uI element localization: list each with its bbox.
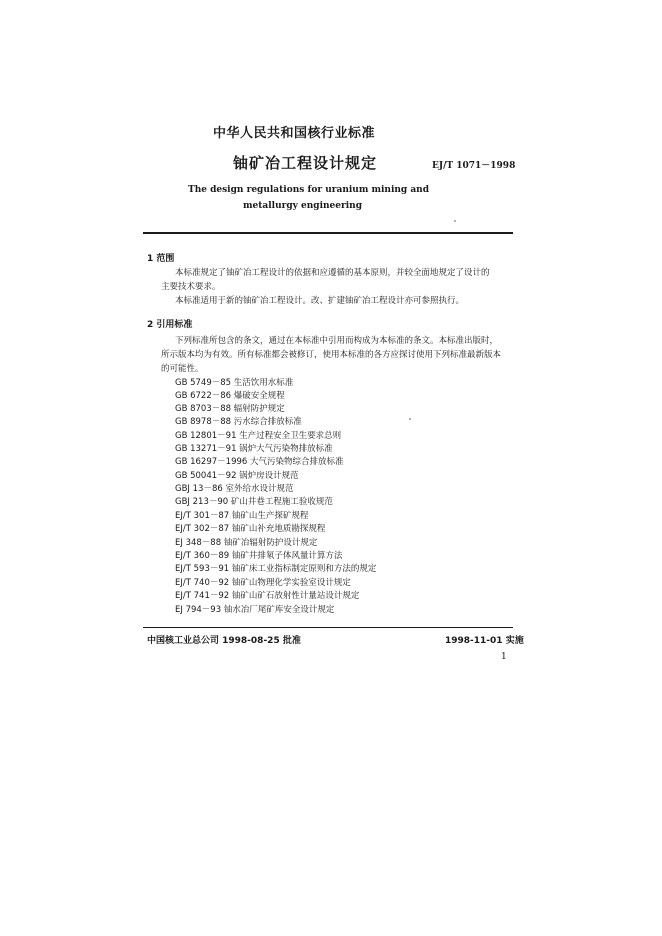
english-title-line2: metallurgy engineering bbox=[243, 201, 362, 211]
reference-item: EJ/T 360－89 铀矿井排氡子体风量计算方法 bbox=[175, 551, 343, 561]
reference-item: GB 8703－88 辐射防护规定 bbox=[175, 404, 285, 414]
section-1-para2: 本标准适用于新的铀矿冶工程设计。改、扩建铀矿冶工程设计亦可参照执行。 bbox=[175, 296, 465, 306]
implementation-date: 1998-11-01 实施 bbox=[445, 636, 524, 646]
reference-item: GB 8978－88 污水综合排放标准 bbox=[175, 417, 302, 427]
page-number: 1 bbox=[501, 652, 507, 662]
document-title: 铀矿冶工程设计规定 bbox=[233, 154, 378, 172]
section-1-para1-line2: 主要技术要求。 bbox=[161, 282, 221, 292]
section-1-heading: 1 范围 bbox=[147, 254, 175, 264]
reference-item: GBJ 213－90 矿山井巷工程施工验收规范 bbox=[175, 497, 333, 507]
reference-item: EJ/T 301－87 铀矿山生产探矿规程 bbox=[175, 511, 309, 521]
reference-item: GB 50041－92 锅炉房设计规范 bbox=[175, 471, 299, 481]
section-2-intro-line3: 的可能性。 bbox=[161, 364, 204, 374]
header-divider bbox=[143, 232, 513, 234]
reference-item: EJ/T 302－87 铀矿山补充地质勘探规程 bbox=[175, 524, 326, 534]
scan-speck bbox=[454, 220, 456, 222]
reference-item: GBJ 13－86 室外给水设计规范 bbox=[175, 484, 294, 494]
standard-category: 中华人民共和国核行业标准 bbox=[213, 126, 376, 141]
reference-item: EJ 348－88 铀矿冶辐射防护设计规定 bbox=[175, 538, 318, 548]
reference-item: GB 5749－85 生活饮用水标准 bbox=[175, 378, 294, 388]
section-1-para1-line1: 本标准规定了铀矿冶工程设计的依据和应遵循的基本原则，并较全面地规定了设计的 bbox=[175, 268, 490, 278]
reference-item: EJ/T 741－92 铀矿山矿石放射性计量站设计规定 bbox=[175, 591, 360, 601]
section-2-intro-line1: 下列标准所包含的条文，通过在本标准中引用而构成为本标准的条文。本标准出版时， bbox=[175, 336, 499, 346]
reference-item: GB 12801－91 生产过程安全卫生要求总则 bbox=[175, 431, 342, 441]
reference-item: EJ/T 593－91 铀矿床工业指标制定原则和方法的规定 bbox=[175, 564, 377, 574]
footer-divider bbox=[143, 627, 513, 628]
standard-code: EJ/T 1071－1998 bbox=[432, 161, 516, 171]
approval-date: 中国核工业总公司 1998-08-25 批准 bbox=[147, 636, 301, 646]
scan-speck bbox=[409, 418, 411, 420]
english-title-line1: The design regulations for uranium mining and bbox=[188, 185, 430, 195]
reference-item: GB 6722－86 爆破安全规程 bbox=[175, 391, 285, 401]
reference-item: EJ/T 740－92 铀矿山物理化学实验室设计规定 bbox=[175, 578, 351, 588]
reference-item: GB 13271－91 锅炉大气污染物排放标准 bbox=[175, 444, 333, 454]
section-2-intro-line2: 所示版本均为有效。所有标准都会被修订，使用本标准的各方应探讨使用下列标准最新版本 bbox=[161, 350, 502, 360]
section-2-heading: 2 引用标准 bbox=[147, 320, 193, 330]
reference-item: GB 16297－1996 大气污染物综合排放标准 bbox=[175, 457, 344, 467]
reference-item: EJ 794－93 铀水冶厂尾矿库安全设计规定 bbox=[175, 605, 335, 615]
